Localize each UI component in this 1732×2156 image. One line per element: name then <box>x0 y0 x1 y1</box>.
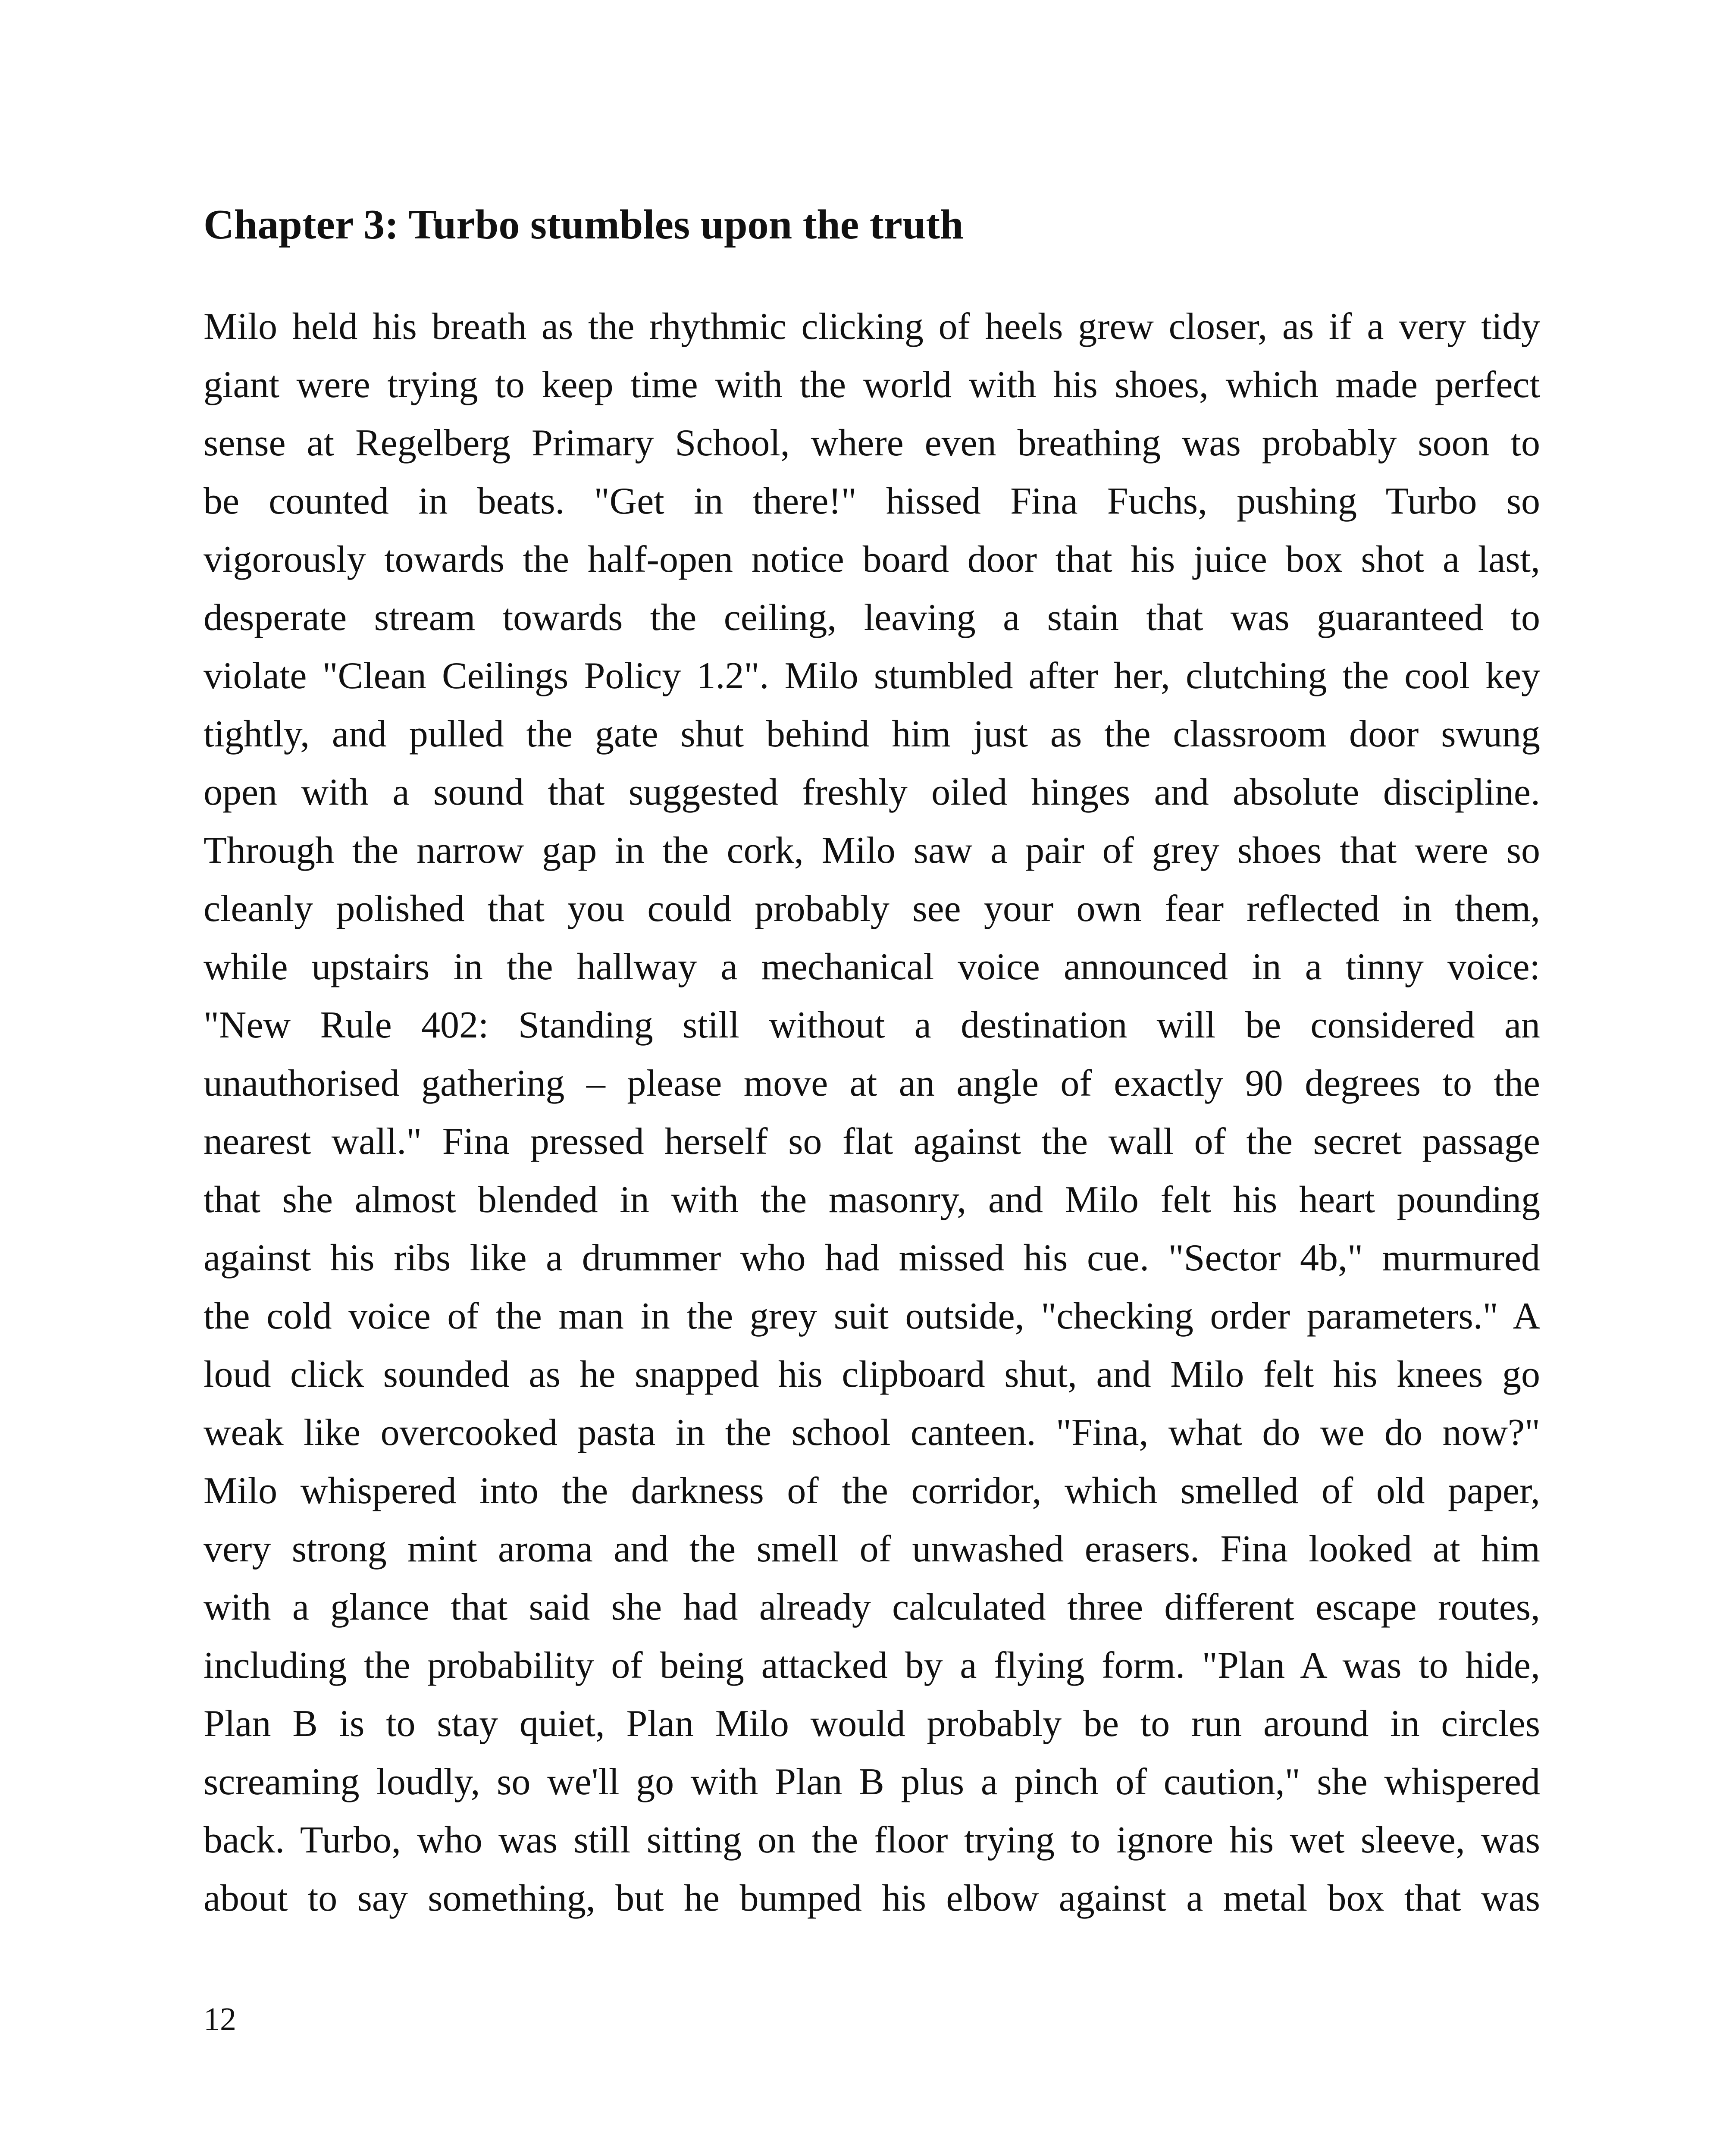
text-line: "New Rule 402: Standing still without a destination will be considered an <box>204 1004 1540 1046</box>
text-line: Milo whispered into the darkness of the corridor, which smelled of old paper, <box>204 1470 1540 1512</box>
text-line: tightly, and pulled the gate shut behind him just as the classroom door swung <box>204 713 1540 755</box>
text-line: loud click sounded as he snapped his clipboard shut, and Milo felt his knees go <box>204 1354 1540 1395</box>
text-line: while upstairs in the hallway a mechanical voice announced in a tinny voice: <box>204 946 1540 988</box>
text-line: with a glance that said she had already calculated three different escape routes, <box>204 1586 1540 1628</box>
text-line: vigorously towards the half-open notice board door that his juice box shot a last, <box>204 539 1540 580</box>
text-line: open with a sound that suggested freshly oiled hinges and absolute discipline. <box>204 771 1540 813</box>
text-line: Plan B is to stay quiet, Plan Milo would probably be to run around in circles <box>204 1703 1540 1745</box>
text-line: about to say something, but he bumped his elbow against a metal box that was <box>204 1877 1540 1919</box>
text-line: cleanly polished that you could probably see your own fear reflected in them, <box>204 888 1540 930</box>
text-line: nearest wall." Fina pressed herself so flat against the wall of the secret passage <box>204 1121 1540 1163</box>
text-line: sense at Regelberg Primary School, where even breathing was probably soon to <box>204 422 1540 464</box>
text-line: Milo held his breath as the rhythmic clicking of heels grew closer, as if a very tidy <box>204 306 1540 348</box>
text-line: be counted in beats. "Get in there!" hissed Fina Fuchs, pushing Turbo so <box>204 480 1540 522</box>
text-line: desperate stream towards the ceiling, leaving a stain that was guaranteed to <box>204 597 1540 639</box>
text-line: back. Turbo, who was still sitting on the floor trying to ignore his wet sleeve, was <box>204 1819 1540 1861</box>
text-line: violate "Clean Ceilings Policy 1.2". Milo stumbled after her, clutching the cool key <box>204 655 1540 697</box>
chapter-title: Chapter 3: Turbo stumbles upon the truth <box>204 201 964 248</box>
text-line: unauthorised gathering – please move at an angle of exactly 90 degrees to the <box>204 1062 1540 1104</box>
body-text <box>204 298 1540 1927</box>
text-line: giant were trying to keep time with the world with his shoes, which made perfect <box>204 364 1540 406</box>
text-line: very strong mint aroma and the smell of unwashed erasers. Fina looked at him <box>204 1528 1540 1570</box>
page-number: 12 <box>204 2001 236 2037</box>
text-line: screaming loudly, so we'll go with Plan B plus a pinch of caution," she whispered <box>204 1761 1540 1803</box>
text-line: that she almost blended in with the masonry, and Milo felt his heart pounding <box>204 1179 1540 1221</box>
text-line: including the probability of being attacked by a flying form. "Plan A was to hide, <box>204 1645 1540 1686</box>
text-line: the cold voice of the man in the grey suit outside, "checking order parameters." A <box>204 1295 1540 1337</box>
text-line: Through the narrow gap in the cork, Milo saw a pair of grey shoes that were so <box>204 830 1540 871</box>
text-line: weak like overcooked pasta in the school canteen. "Fina, what do we do now?" <box>204 1412 1540 1454</box>
text-line: against his ribs like a drummer who had missed his cue. "Sector 4b," murmured <box>204 1237 1540 1279</box>
